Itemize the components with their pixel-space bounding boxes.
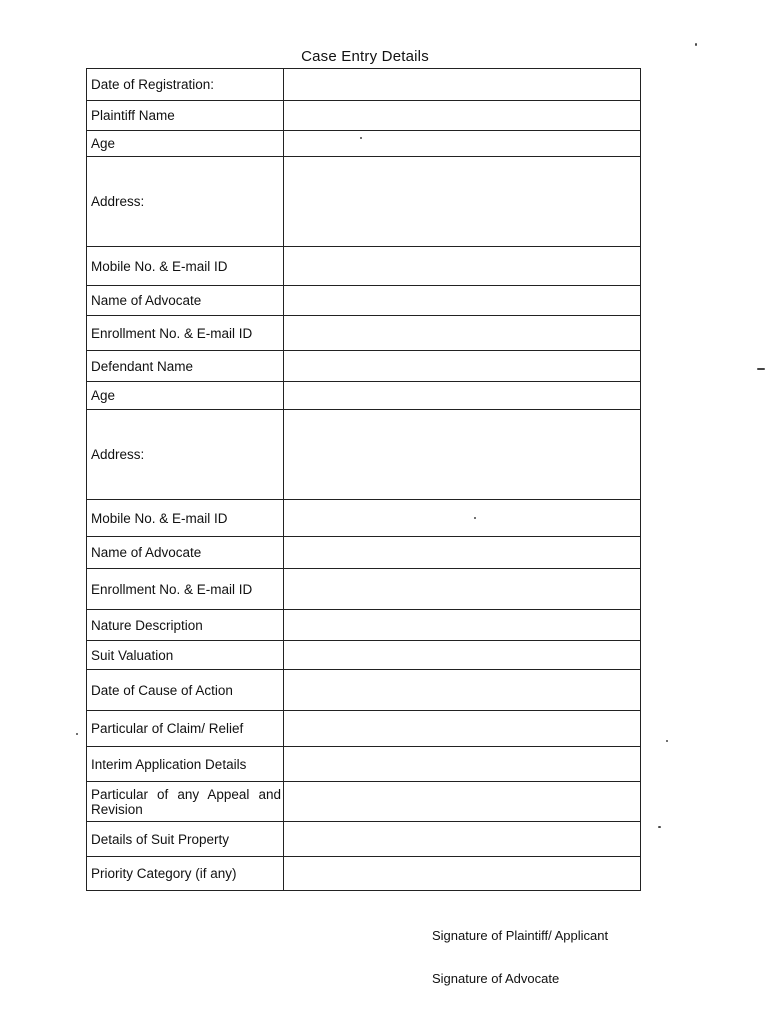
value-particular-of-claim[interactable] — [284, 711, 641, 747]
row-appeal-revision — [87, 782, 641, 822]
row-defendant-age — [87, 382, 641, 410]
value-date-of-registration[interactable] — [284, 69, 641, 101]
label-defendant-enrollment: Enrollment No. & E-mail ID — [87, 569, 284, 610]
value-plaintiff-address[interactable] — [284, 157, 641, 247]
row-suit-valuation — [87, 641, 641, 670]
label-defendant-name: Defendant Name — [87, 351, 284, 382]
value-defendant-age[interactable] — [284, 382, 641, 410]
label-plaintiff-age: Age — [87, 131, 284, 157]
row-plaintiff-contact — [87, 247, 641, 286]
value-defendant-address[interactable] — [284, 410, 641, 500]
row-plaintiff-address — [87, 157, 641, 247]
scan-speck — [658, 826, 661, 828]
label-defendant-contact: Mobile No. & E-mail ID — [87, 500, 284, 537]
value-nature-description[interactable] — [284, 610, 641, 641]
label-plaintiff-name: Plaintiff Name — [87, 101, 284, 131]
label-plaintiff-enrollment: Enrollment No. & E-mail ID — [87, 316, 284, 351]
value-defendant-enrollment[interactable] — [284, 569, 641, 610]
label-defendant-age: Age — [87, 382, 284, 410]
scan-speck — [695, 43, 697, 46]
signature-plaintiff-label: Signature of Plaintiff/ Applicant — [432, 928, 609, 943]
label-appeal-revision: Particular of any Appeal and Revision — [87, 782, 284, 822]
row-plaintiff-enrollment — [87, 316, 641, 351]
value-plaintiff-name[interactable] — [284, 101, 641, 131]
label-date-of-cause-of-action: Date of Cause of Action — [87, 670, 284, 711]
row-plaintiff-advocate — [87, 286, 641, 316]
label-plaintiff-advocate: Name of Advocate — [87, 286, 284, 316]
value-plaintiff-advocate[interactable] — [284, 286, 641, 316]
label-suit-property: Details of Suit Property — [87, 822, 284, 857]
value-interim-application[interactable] — [284, 747, 641, 782]
value-plaintiff-enrollment[interactable] — [284, 316, 641, 351]
row-suit-property — [87, 822, 641, 857]
row-date-of-cause-of-action — [87, 670, 641, 711]
scan-speck — [666, 740, 668, 742]
label-plaintiff-address: Address: — [87, 157, 284, 247]
scan-speck — [76, 733, 78, 735]
row-defendant-contact — [87, 500, 641, 537]
value-priority-category[interactable] — [284, 857, 641, 891]
row-defendant-address — [87, 410, 641, 500]
case-entry-table — [86, 68, 641, 891]
label-suit-valuation: Suit Valuation — [87, 641, 284, 670]
scan-speck — [360, 137, 362, 139]
scan-speck — [474, 517, 476, 519]
value-plaintiff-contact[interactable] — [284, 247, 641, 286]
row-plaintiff-name — [87, 101, 641, 131]
label-defendant-advocate: Name of Advocate — [87, 537, 284, 569]
label-date-of-registration: Date of Registration: — [87, 69, 284, 101]
row-defendant-enrollment — [87, 569, 641, 610]
signature-advocate-label: Signature of Advocate — [432, 971, 560, 986]
label-interim-application: Interim Application Details — [87, 747, 284, 782]
row-plaintiff-age — [87, 131, 641, 157]
value-defendant-name[interactable] — [284, 351, 641, 382]
value-defendant-contact[interactable] — [284, 500, 641, 537]
label-defendant-address: Address: — [87, 410, 284, 500]
value-date-of-cause-of-action[interactable] — [284, 670, 641, 711]
row-defendant-advocate — [87, 537, 641, 569]
value-suit-valuation[interactable] — [284, 641, 641, 670]
row-nature-description — [87, 610, 641, 641]
label-priority-category: Priority Category (if any) — [87, 857, 284, 891]
row-interim-application — [87, 747, 641, 782]
label-nature-description: Nature Description — [87, 610, 284, 641]
label-plaintiff-contact: Mobile No. & E-mail ID — [87, 247, 284, 286]
row-defendant-name — [87, 351, 641, 382]
value-plaintiff-age[interactable] — [284, 131, 641, 157]
scan-speck — [757, 368, 765, 370]
label-particular-of-claim: Particular of Claim/ Relief — [87, 711, 284, 747]
value-appeal-revision[interactable] — [284, 782, 641, 822]
row-particular-of-claim — [87, 711, 641, 747]
row-priority-category — [87, 857, 641, 891]
row-date-of-registration — [87, 69, 641, 101]
value-defendant-advocate[interactable] — [284, 537, 641, 569]
form-title: Case Entry Details — [301, 48, 429, 65]
value-suit-property[interactable] — [284, 822, 641, 857]
